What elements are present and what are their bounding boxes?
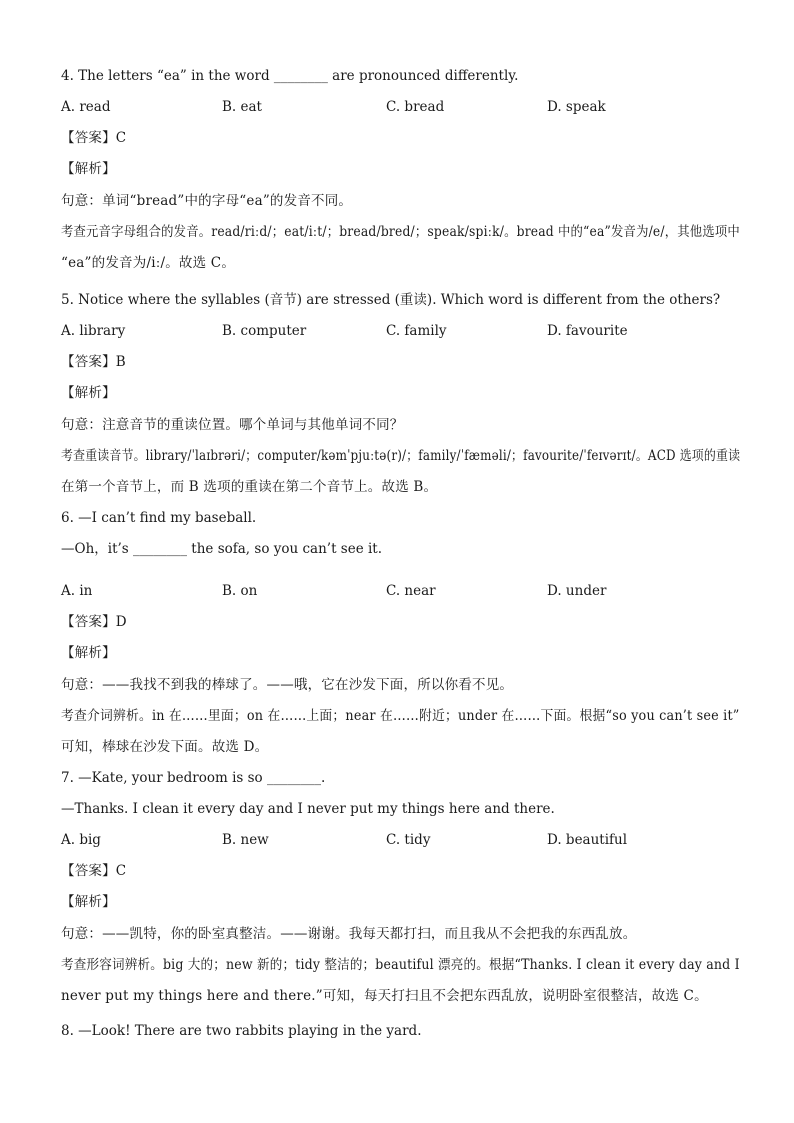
question-6-stem: —Oh，it’s ________ the sofa, so you can’t see it.: [61, 541, 383, 557]
question-4-option-c: C. bread: [386, 99, 445, 115]
question-5-option-b: B. computer: [222, 323, 307, 339]
question-5-option-d: D. favourite: [547, 323, 628, 339]
question-6-option-d: D. under: [547, 583, 607, 599]
question-6-stem: 6. —I can’t find my baseball.: [61, 510, 257, 526]
question-7-analysis-line: 句意：——凯特，你的卧室真整洁。——谢谢。我每天都打扫，而且我从不会把我的东西乱放。: [61, 926, 637, 942]
question-7-stem: 7. —Kate, your bedroom is so ________.: [61, 770, 326, 786]
question-5-answer: 【答案】B: [61, 354, 126, 370]
question-4-stem: 4. The letters “ea” in the word ________ are pronounced differently.: [61, 68, 519, 84]
question-6-analysis-line: 考查介词辨析。in 在……里面；on 在……上面；near 在……附近；under 在……下面。根据“so you can’t see it”: [61, 708, 740, 724]
question-6-option-c: C. near: [386, 583, 436, 599]
question-5-analysis-line: 句意：注意音节的重读位置。哪个单词与其他单词不同？: [61, 417, 404, 433]
question-7-option-d: D. beautiful: [547, 832, 628, 848]
question-4-option-d: D. speak: [547, 99, 606, 115]
question-5-analysis-label: 【解析】: [61, 385, 116, 401]
question-7-analysis-label: 【解析】: [61, 894, 116, 910]
question-6-analysis-line: 可知，棒球在沙发下面。故选 D。: [61, 739, 269, 755]
question-7-option-b: B. new: [222, 832, 269, 848]
question-6-analysis-label: 【解析】: [61, 645, 116, 661]
question-7-stem: —Thanks. I clean it every day and I never put my things here and there.: [61, 801, 555, 817]
question-7-analysis-line: never put my things here and there.”可知，每天打扫且不会把东西乱放，说明卧室很整洁，故选 C。: [61, 988, 708, 1004]
question-7-option-c: C. tidy: [386, 832, 431, 848]
question-4-analysis-label: 【解析】: [61, 161, 116, 177]
question-4-analysis-line: 考查元音字母组合的发音。read/riːd/；eat/iːt/；bread/bred/；speak/spiːk/。bread 中的“ea”发音为/e/，其他选项中: [61, 224, 740, 240]
question-7-option-a: A. big: [61, 832, 101, 848]
question-5-analysis-line: 考查重读音节。library/ˈlaɪbrəri/；computer/kəmˈpjuːtə(r)/；family/ˈfæməli/；favourite/ˈfeɪvərɪt/。ACD 选项的重读: [61, 448, 741, 464]
question-5-option-c: C. family: [386, 323, 447, 339]
question-7-analysis-line: 考查形容词辨析。big 大的；new 新的；tidy 整洁的；beautiful 漂亮的。根据“Thanks. I clean it every day and I: [61, 957, 740, 973]
question-6-analysis-line: 句意：——我找不到我的棒球了。——哦，它在沙发下面，所以你看不见。: [61, 677, 514, 693]
question-8-stem: 8. —Look! There are two rabbits playing in the yard.: [61, 1023, 422, 1039]
question-4-option-a: A. read: [61, 99, 111, 115]
question-6-answer: 【答案】D: [61, 614, 127, 630]
question-4-answer: 【答案】C: [61, 130, 127, 146]
question-5-option-a: A. library: [61, 323, 126, 339]
question-5-analysis-line: 在第一个音节上，而 B 选项的重读在第二个音节上。故选 B。: [61, 479, 438, 495]
question-5-stem: 5. Notice where the syllables (音节) are stressed (重读). Which word is different from the others?: [61, 292, 721, 308]
question-4-option-b: B. eat: [222, 99, 262, 115]
question-6-option-a: A. in: [61, 583, 93, 599]
question-6-option-b: B. on: [222, 583, 258, 599]
question-4-analysis-line: 句意：单词“bread”中的字母“ea”的发音不同。: [61, 193, 353, 209]
question-4-analysis-line: “ea”的发音为/iː/。故选 C。: [61, 255, 236, 271]
question-7-answer: 【答案】C: [61, 863, 127, 879]
